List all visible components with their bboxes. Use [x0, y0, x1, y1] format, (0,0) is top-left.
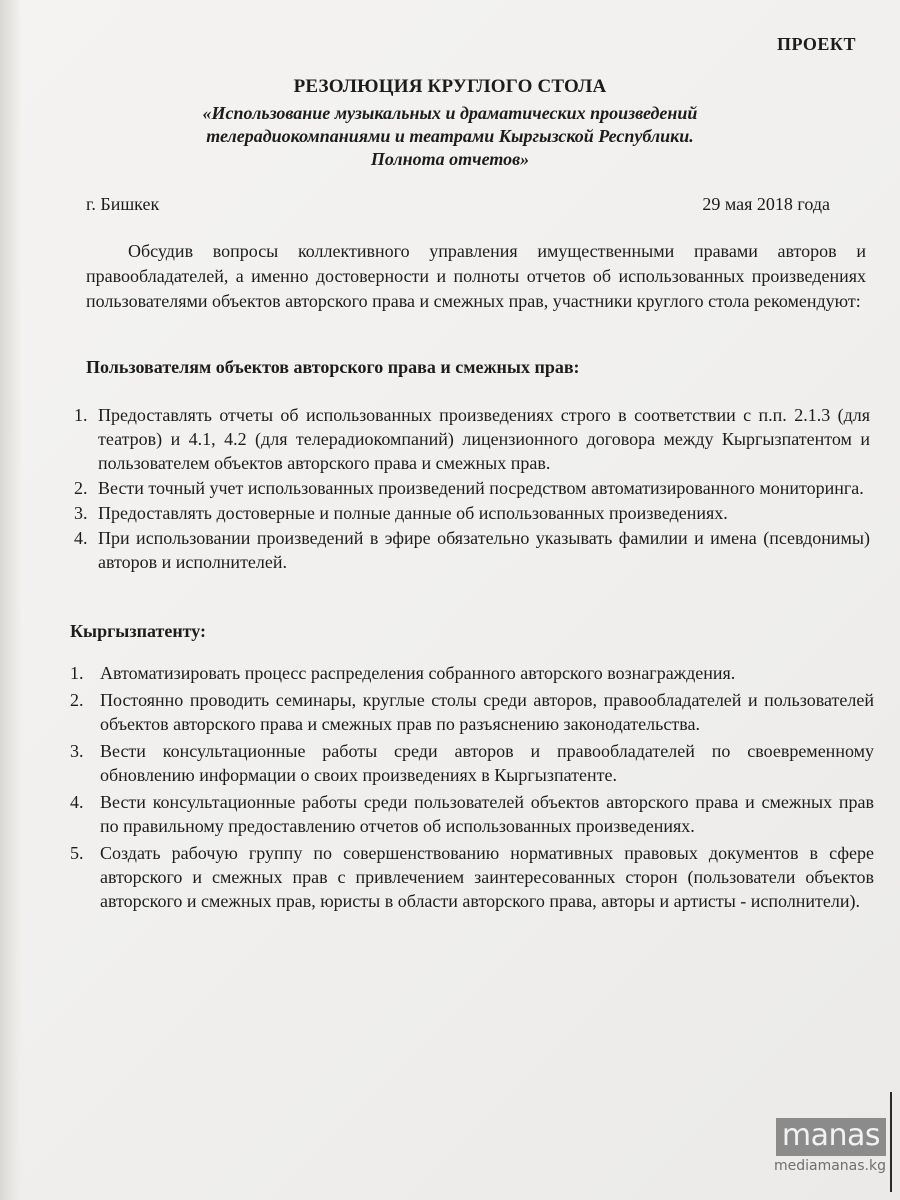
list-item: [70, 841, 874, 913]
list-item-number: 1.: [70, 663, 84, 683]
page-edge-shadow: [0, 0, 22, 1200]
list-item: [74, 501, 870, 525]
watermark-logo: manas: [776, 1118, 886, 1156]
list-item-number: 3.: [74, 503, 88, 523]
list-item: [70, 661, 874, 685]
list-item: [70, 790, 874, 838]
watermark-divider: [890, 1092, 892, 1192]
draft-stamp: ПРОЕКТ: [777, 34, 856, 54]
city: г. Бишкек: [86, 194, 160, 214]
list-item: [74, 526, 870, 574]
list-item-text: При использовании произведений в эфире обязательно указывать фамилии и имена (псевдонимы) авторов и исполнителей.: [98, 528, 870, 572]
list-item-text: Вести консультационные работы среди авторов и правообладателей по своевременному обновлению информации о своих произведениях в Кыргызпатенте.: [100, 741, 874, 785]
date: 29 мая 2018 года: [702, 194, 830, 214]
subtitle-line-2: телерадиокомпаниями и театрами Кыргызской Республики.: [206, 126, 694, 146]
subtitle-line-3: Полнота отчетов»: [370, 149, 530, 169]
section-users-list: [74, 403, 870, 575]
list-item-number: 2.: [74, 478, 88, 498]
list-item-text: Предоставлять достоверные и полные данные об использованных произведениях.: [98, 503, 728, 523]
list-item-number: 4.: [70, 792, 84, 812]
watermark-url: mediamanas.kg: [773, 1158, 886, 1174]
list-item: [70, 739, 874, 787]
watermark: [774, 1118, 886, 1174]
list-item-text: Создать рабочую группу по совершенствованию нормативных правовых документов в сфере авторского и смежных прав с привлечением заинтересованных сторон (пользователи объектов авторского и смежных прав, юристы в области авторского права, авторы и артисты - исполнители).: [100, 843, 874, 911]
meta-row: [86, 194, 830, 215]
list-item: [74, 476, 870, 500]
list-item-number: 3.: [70, 741, 84, 761]
title-block: [0, 76, 900, 171]
list-item-text: Предоставлять отчеты об использованных произведениях строго в соответствии с п.п. 2.1.3 (для театров) и 4.1, 4.2 (для телерадиокомпаний) лицензионного договора между Кыргызпатентом и пользователем объектов авторского права и смежных прав.: [98, 405, 870, 473]
list-item-text: Вести консультационные работы среди пользователей объектов авторского права и смежных прав по правильному предоставлению отчетов об использованных произведениях.: [100, 792, 874, 836]
list-item-number: 4.: [74, 528, 88, 548]
list-item-number: 2.: [70, 690, 84, 710]
section-kyrgyzpatent-heading: Кыргызпатенту:: [70, 621, 207, 641]
list-item-text: Вести точный учет использованных произведений посредством автоматизированного мониторинга.: [98, 478, 864, 498]
section-users-heading: Пользователям объектов авторского права и смежных прав:: [86, 357, 580, 377]
list-item-number: 1.: [74, 405, 88, 425]
subtitle-line-1: «Использование музыкальных и драматических произведений: [202, 103, 698, 123]
list-item-text: Автоматизировать процесс распределения собранного авторского вознаграждения.: [100, 663, 736, 683]
list-item-text: Постоянно проводить семинары, круглые столы среди авторов, правообладателей и пользователей объектов авторского права и смежных прав по разъяснению законодательства.: [100, 690, 874, 734]
list-item: [74, 403, 870, 475]
list-item: [70, 688, 874, 736]
document-title: РЕЗОЛЮЦИЯ КРУГЛОГО СТОЛА: [293, 76, 607, 97]
list-item-number: 5.: [70, 843, 84, 863]
section-kyrgyzpatent-list: [70, 661, 874, 916]
intro-paragraph: Обсудив вопросы коллективного управления имущественными правами авторов и правообладателей, а именно достоверности и полноты отчетов об использованных произведениях пользователями объектов авторского права и смежных прав, участники круглого стола рекомендуют:: [86, 241, 866, 311]
